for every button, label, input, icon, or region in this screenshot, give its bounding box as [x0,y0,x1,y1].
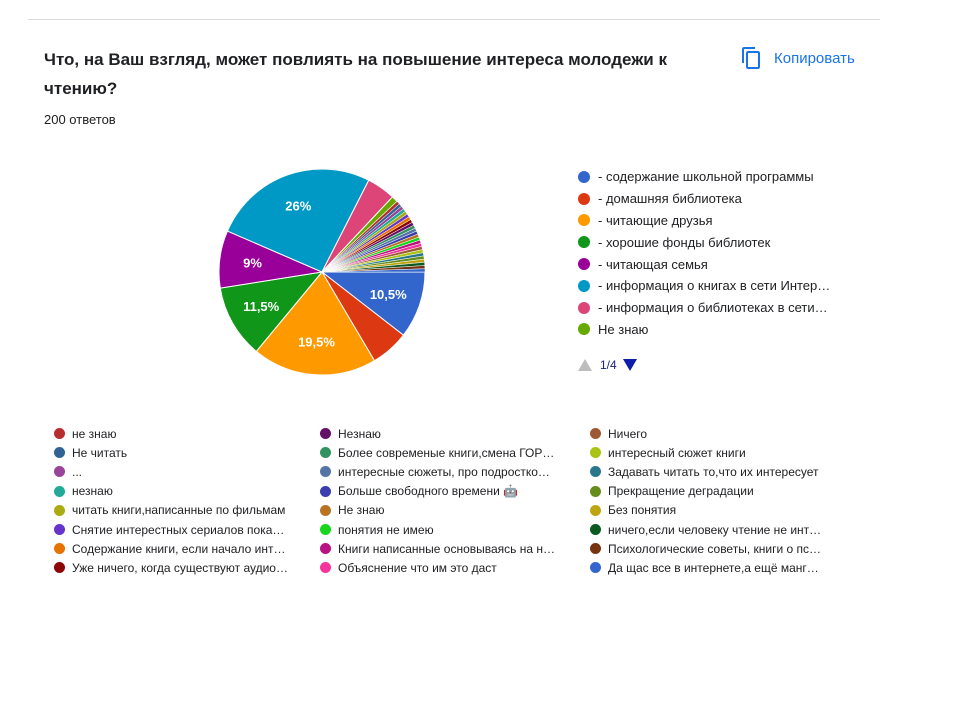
legend-label: Ничего [608,426,648,441]
slice-label: 19,5% [298,334,335,350]
legend-swatch [578,302,590,314]
legend-label: Не читать [72,445,128,460]
legend-swatch [320,543,331,554]
legend-swatch [578,171,590,183]
legend-swatch [54,466,65,477]
legend-label: Задавать читать то,что их интересует [608,464,819,479]
legend-item [590,558,821,577]
legend-swatch [54,505,65,516]
legend-item [578,275,830,297]
legend-label: - хорошие фонды библиотек [598,234,771,250]
legend-label: Более современые книги,смена ГОР… [338,445,555,460]
legend-item [320,539,555,558]
legend-item [578,210,830,232]
legend-swatch [320,562,331,573]
legend-pager [578,358,637,372]
legend-item [54,558,288,577]
legend-swatch [578,193,590,205]
legend-swatch [54,543,65,554]
legend-swatch [54,562,65,573]
legend-swatch [590,524,601,535]
slice-label: 10,5% [369,287,407,303]
legend-swatch [578,214,590,226]
legend-swatch [578,323,590,335]
legend-item [320,462,555,481]
legend-item [320,482,555,501]
legend-item [54,443,288,462]
legend-item [590,462,821,481]
legend-label: Уже ничего, когда существуют аудио… [72,560,288,575]
legend-label: Больше свободного времени 🤖 [338,484,519,499]
legend-item [320,443,555,462]
legend-swatch [320,505,331,516]
legend-swatch [590,543,601,554]
legend-label: Книги написанные основываясь на н… [338,541,556,556]
pager-up-arrow-icon[interactable] [578,359,592,371]
legend-item [54,462,288,481]
legend-item [578,297,830,319]
legend-swatch [578,258,590,270]
legend-column [320,424,555,578]
legend-column [54,424,288,578]
legend-label: Не знаю [598,321,649,337]
legend-label: Прекращение деградации [608,484,754,499]
legend-item [54,539,288,558]
legend-swatch [590,562,601,573]
pager-label: 1/4 [600,358,617,372]
legend-item [320,558,555,577]
legend-swatch [54,428,65,439]
legend-swatch [54,447,65,458]
legend-swatch [320,486,331,497]
legend-label: Без понятия [608,503,677,518]
legend-swatch [320,524,331,535]
legend-item [578,166,830,188]
legend-item [578,319,830,341]
legend-label: - содержание школьной программы [598,169,814,185]
legend-swatch [590,466,601,477]
legend-label: не знаю [72,426,117,441]
legend-item [54,520,288,539]
legend-label: понятия не имею [338,522,434,537]
legend-label: - читающая семья [598,256,708,272]
legend-label: Содержание книги, если начало инт… [72,541,286,556]
legend-item [590,443,821,462]
legend-swatch [578,280,590,292]
legend-item [54,501,288,520]
legend-item [320,501,555,520]
legend-swatch [590,505,601,516]
legend-item [590,539,821,558]
response-count: 200 ответов [44,112,116,127]
slice-label: 26% [285,198,312,214]
slice-label: 9% [243,255,262,271]
legend-item [320,520,555,539]
legend-label: интересный сюжет книги [608,445,746,460]
question-title: Что, на Ваш взгляд, может повлиять на повышение интереса молодежи к чтению? [44,50,667,98]
legend-item [590,424,821,443]
legend-swatch [54,524,65,535]
legend-swatch [320,447,331,458]
legend-item [320,424,555,443]
legend-item [578,188,830,210]
legend-label: ... [72,464,83,479]
legend-column [590,424,821,578]
legend-swatch [590,428,601,439]
legend-swatch [54,486,65,497]
legend-item [54,482,288,501]
legend-label: незнаю [72,484,113,499]
legend-label: Снятие интерестных сериалов пока… [72,522,285,537]
legend-label: Психологические советы, книги о пс… [608,541,821,556]
legend-swatch [320,466,331,477]
legend-label: Да щас все в интернете,а ещё манг… [608,560,819,575]
legend-label: интересные сюжеты, про подростко… [338,464,550,479]
legend-swatch [320,428,331,439]
legend-label: Объяснение что им это даст [338,560,497,575]
legend-label: - читающие друзья [598,212,713,228]
legend-swatch [578,236,590,248]
legend-label: читать книги,написанные по фильмам [72,503,286,518]
legend-swatch [590,486,601,497]
legend-label: - домашняя библиотека [598,191,742,207]
legend-swatch [590,447,601,458]
legend-item [590,482,821,501]
legend-label: Не знаю [338,503,385,518]
legend-label: Незнаю [338,426,381,441]
pager-down-arrow-icon[interactable] [623,359,637,371]
main-legend [578,166,830,340]
legend-label: - информация о библиотеках в сети… [598,300,828,316]
legend-label: - информация о книгах в сети Интер… [598,278,831,294]
legend-item [578,231,830,253]
legend-item [590,520,821,539]
slice-label: 11,5% [243,299,280,315]
legend-item [590,501,821,520]
legend-item [578,253,830,275]
legend-item [54,424,288,443]
legend-label: ничего,если человеку чтение не инт… [608,522,822,537]
copy-button-label: Копировать [774,49,855,67]
